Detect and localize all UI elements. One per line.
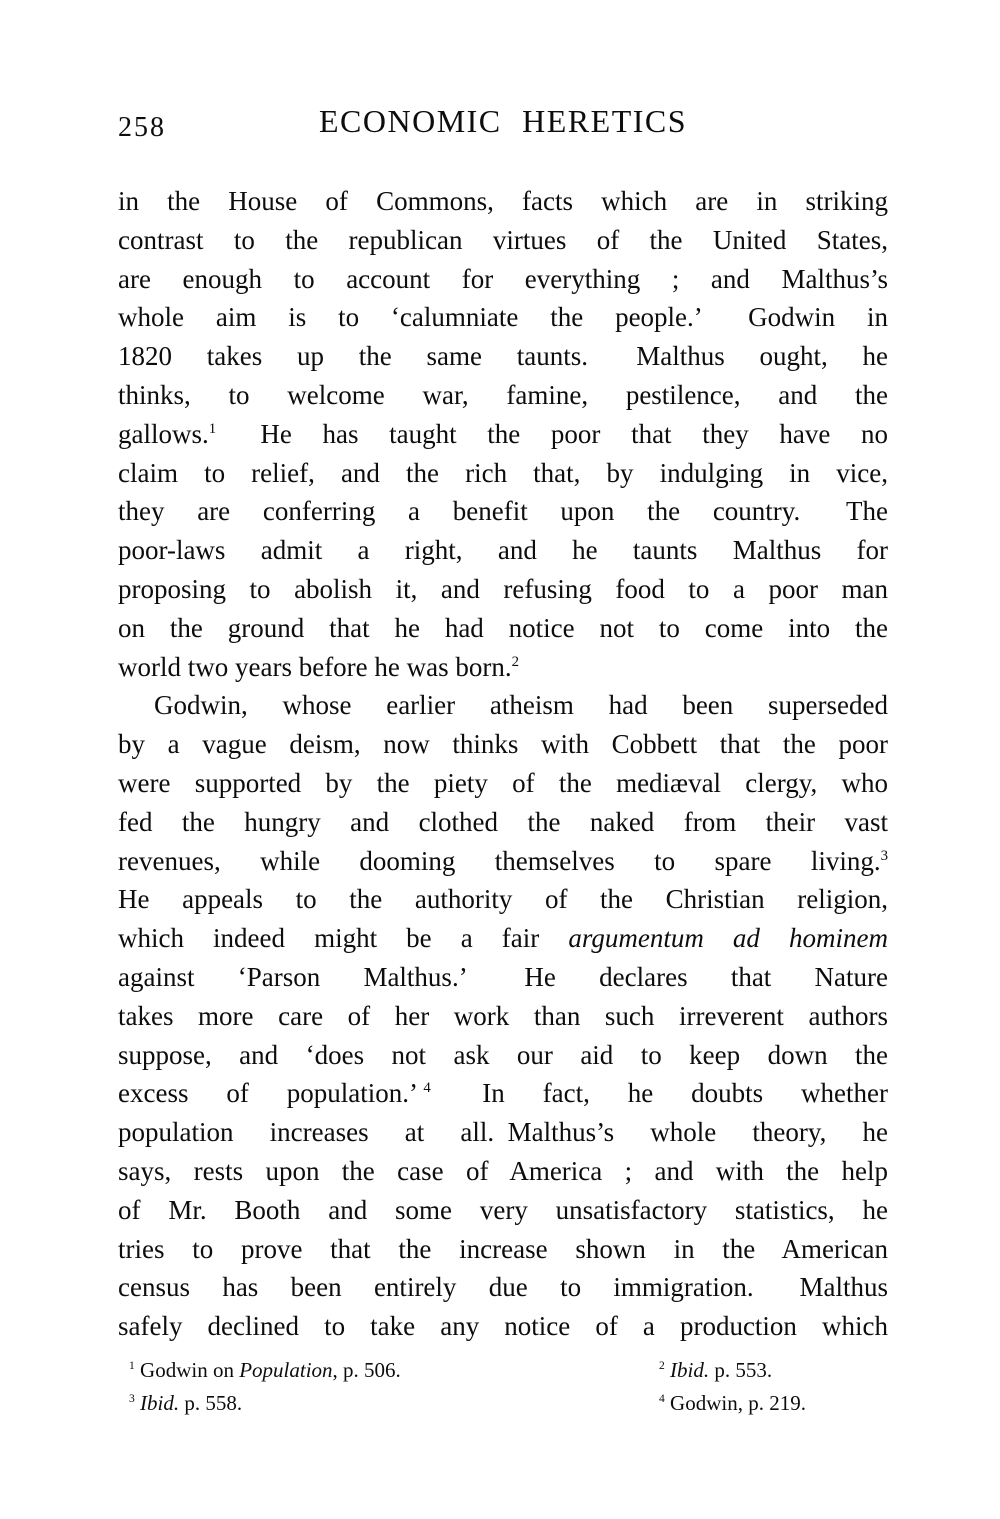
footnote-text-segment: , p. 506. [332,1358,401,1382]
body-line [118,1152,888,1191]
body-text-segment: fed the hungry and clothed the naked from their vast [118,806,888,837]
page-header [118,103,888,149]
footnote-text-segment: Population [239,1358,333,1382]
body-line [118,803,888,842]
footnote-marker: 4 [423,1080,431,1097]
body-text-segment: revenues, while dooming themselves to spare living. [118,845,881,876]
body-text-segment: He has taught the poor that they have no [216,418,888,449]
body-line [118,1230,888,1269]
footnote-marker: 1 [129,1360,135,1372]
body-line [118,182,888,221]
footnote-text-segment: Godwin on [134,1358,240,1382]
body-line [118,298,888,337]
body-line [118,492,888,531]
footnote-marker: 3 [129,1393,135,1405]
body-line [118,919,888,958]
body-text-segment: whole aim is to ‘calumniate the people.’ Godwin in [118,302,888,333]
body-line [118,415,888,454]
body-text-segment: proposing to abolish it, and refusing food to a poor man [118,573,888,604]
footnote-right [648,1354,888,1387]
body-line [118,686,888,725]
body-text-segment: against ‘Parson Malthus.’ He declares that Nature [118,961,888,992]
body-text-segment: poor-laws admit a right, and he taunts Malthus for [118,535,888,566]
footnote-text-segment: Ibid. [670,1358,710,1382]
body-text-segment: 1820 takes up the same taunts. Malthus ought, he [118,341,888,372]
body-line [118,997,888,1036]
body-text-segment: suppose, and ‘does not ask our aid to keep down the [118,1039,888,1070]
body-text-segment: are enough to account for everything ; and Malthus’s [118,263,888,294]
body-text-segment: thinks, to welcome war, famine, pestilence, and the [118,379,888,410]
body-line [118,880,888,919]
body-line [118,376,888,415]
footnote-left [118,1387,648,1420]
body-line [118,1113,888,1152]
body-text-segment: of Mr. Booth and some very unsatisfactory statistics, he [118,1194,888,1225]
body-line [118,221,888,260]
footnote-text-segment: Godwin, p. 219. [664,1391,806,1415]
body-text-segment: census has been entirely due to immigration. Malthus [118,1272,888,1303]
body-line [118,958,888,997]
body-text-segment: population increases at all. Malthus’s whole theory, he [118,1117,888,1148]
body-text-segment: In fact, he doubts whether [430,1078,889,1109]
footnote-text-segment: Ibid. [140,1391,180,1415]
footnote-marker: 1 [208,420,217,437]
footnote-right [648,1387,888,1420]
body-line [118,1074,888,1113]
body-line [118,260,888,299]
body-line [118,648,888,687]
body-text-segment: contrast to the republican virtues of the United States, [118,224,888,255]
footnote-marker: 4 [659,1393,665,1405]
body-lines [118,182,888,1346]
footnote-marker: 2 [659,1360,665,1372]
body-text-segment: tries to prove that the increase shown in the American [118,1233,888,1264]
body-text-segment: world two years before he was born. [118,651,512,682]
body-text-column [118,182,888,1346]
body-text-segment: excess of population.’ [118,1078,424,1109]
body-text-segment: by a vague deism, now thinks with Cobbett that the poor [118,729,888,760]
body-text-segment: in the House of Commons, facts which are in striking [118,186,888,216]
body-line [118,1268,888,1307]
body-text-segment: claim to relief, and the rich that, by indulging in vice, [118,457,888,488]
body-text-segment: safely declined to take any notice of a production which [118,1311,888,1342]
body-line [118,764,888,803]
body-text-segment: takes more care of her work than such irreverent authors [118,1000,888,1031]
footnote-row [118,1354,888,1387]
body-line [118,337,888,376]
footnote-left [118,1354,648,1387]
body-line [118,570,888,609]
body-text-segment: He appeals to the authority of the Christian religion, [118,884,888,915]
body-line [118,1307,888,1346]
footnotes [118,1354,888,1420]
running-title: ECONOMIC HERETICS [318,103,688,139]
body-text-segment: were supported by the piety of the mediæval clergy, who [118,767,888,798]
body-text-segment: which indeed might be a fair [118,923,569,954]
page-number: 258 [118,112,166,143]
body-text-segment: they are conferring a benefit upon the country. The [118,496,888,527]
body-text-segment: says, rests upon the case of America ; and with the help [118,1155,888,1186]
body-line [118,1191,888,1230]
body-line [118,609,888,648]
body-text-segment: gallows. [118,418,209,449]
body-text-segment: argumentum ad hominem [568,923,888,954]
body-line [118,531,888,570]
footnote-marker: 2 [511,653,520,670]
body-line [118,842,888,881]
footnote-text-segment: p. 553. [709,1358,773,1382]
footnote-marker: 3 [880,847,888,864]
body-line [118,454,888,493]
body-text-segment: on the ground that he had notice not to come into the [118,612,888,643]
body-line [118,725,888,764]
footnote-text-segment: p. 558. [179,1391,243,1415]
body-line [118,1036,888,1075]
body-text-segment: Godwin, whose earlier atheism had been superseded [154,690,888,721]
footnote-row [118,1387,888,1420]
